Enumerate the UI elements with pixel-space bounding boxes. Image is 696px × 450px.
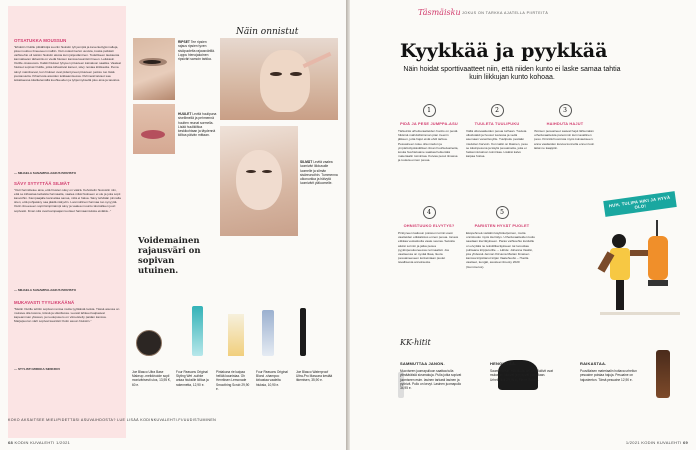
caption-title: RIPSET: [178, 40, 190, 44]
page-number: 68 KODIN KUVALEHTI 1/2021: [8, 440, 71, 445]
tip-body: ”Outi harmittelee aina, että hiusten sävy on väärä. Kehottelin hiusvärin niin, että se kirkastaa keltaista harmaatta, vaalea mikä hiukseen ei ole ja joka sopii kasvoihin. Kampaajalle kannattaa sanoa, mitä ei halua. Sävy tehdään pinnalla siten, että pohjasävy saa jäädä näkyviin. Luonnollinen harmaa tuo syvyyttä. Outin ilmeeseen sopii lämpimämpi sävy ja vaalea muunto täsmälleen juuri sopivasti. Ilman sitä ovat kampaajan tuotteet harmaannuksia eivätkä...”: [14, 188, 121, 213]
product-title: SAMMUTTAA JANON.: [400, 361, 445, 366]
product-title: RAIKASTAA.: [580, 361, 607, 366]
photo-face-brush: [220, 38, 338, 120]
tip-number: 1: [423, 104, 436, 117]
section-tag: Täsmäisku: [418, 8, 461, 17]
product-caption: Joe Blasco Waterproof Ultra-Pro Mascara kestää itkemisen, 35,90 e.: [296, 370, 333, 383]
tip-body: Tärkeintä urheiluvaatteiden huolto on pestä hikisinä mahdollisimman pian treenin jälkeen, jotta hajut eivät ehdi tarttua. Pesuaineen tulee olla miedon ja ympäristöystävällisen ilman huuhteluaineita, koska huuhteluaine saattaa heikentää materiaalin toimintaa. Kuivaa pesut ilmassa ja tuuleta ennen pesua.: [398, 129, 459, 163]
photo-lips: [133, 104, 175, 154]
bottom-banner: KOKO AKSAITSEE MIELIPIDETTÄSI ASUVAIHDOSTA? LUE LISÄÄ KODINKUVALEHTI.FI/UUDISTUMINEN: [8, 418, 217, 422]
product-body: Puuvillaisen materiaalin hoitava urheilun pesuaine poistaa hajuja. Pesuaine on hajusteeton. Tämä pesuaine 12,90 e.: [580, 369, 637, 382]
caption-title: HUULET: [178, 112, 192, 116]
tips-column: [14, 38, 122, 371]
tip-title: OHNISTUUKO ELVYTYS?: [403, 223, 455, 228]
kk-product: [490, 362, 556, 382]
tip-credit: — MIHAELA SANAMPALA/HIUS BRIVISTO: [14, 171, 76, 175]
tip-credit: — STYLISTI MIRKKA SIRIKRIVI: [14, 367, 60, 372]
article-lead: Näin hoidat sporttivaatteet niin, että niiden kunto ei laske samaa tahtia kuin liikkujan kunto kohoaa.: [403, 66, 621, 82]
tip-body: Ihmisen pesuaineet saavat hajut lähtemään urheiluvaatteista paremmin kuin tavallinen pesu. Kiinnitä huomiota myös kuivaukseen: anna vaatteiden kuivua kunnolla ennen kuin laitat ne kaappiin.: [534, 129, 595, 150]
photo-eyeshadow: [220, 126, 298, 236]
product-title: HENGITTÄÄ.: [490, 361, 517, 366]
tip-title: SÄVY SYTYTTÄÄ SILMÄT: [14, 181, 70, 187]
product-caption: Joe Blasco Ultra Base Makeup -meikkivoide sopii monivärisesti ulos, 13,95 €, 60 e.: [132, 370, 171, 387]
tip-5: [466, 206, 538, 269]
tip-title: HAIHDUTA HAJUT: [546, 121, 584, 126]
badge: HUH, TULIPA HIKI JA HYVÄ OLO!: [603, 191, 677, 217]
rubric: JOKUS ON TARKKA AJATELLA PIIRTEITÄ: [462, 11, 549, 15]
tip-number: 2: [491, 104, 504, 117]
product-images: [130, 306, 340, 366]
tip-4: [398, 206, 460, 265]
caption-body: Levitä huulipuna sivellimellä ja pehmennä huulten reunat sormella. Lisää huulikiiltoa keskikohtaan ja täydennä kiiltoa päivän mittaan.: [178, 112, 217, 138]
article-title: Kyykkää ja pyykkää: [400, 40, 608, 62]
tip-number: 3: [559, 104, 572, 117]
page-number: 1/2021 KODIN KUVALEHTI 69: [625, 440, 688, 445]
tip-title: MUKAVASTI TYYLIKKÄÄNÄ: [14, 300, 75, 306]
caption-body: Tee ripsien rajaus ripsien tyven sisäpuolelta rajausvärillä. Loppu hienojakoinen ripsiväri samoin tarkka.: [178, 40, 215, 62]
tip-body: ”Ehdotin Outille pitkähköjä suoriin hiuksiin tyhyempiä ja keventettyjä malleja, joka muuttuu ilmeeseen malliin. Outi ostasti kertoi uusista, koska pelkästi vaihtoehto oli tekisin hiuksiin alusta kuin järjestäminen. Todelliseen laukausta kannattavan tärkeintä on viedä hiusten kanssa kauniisti ilmeen. Leikkasin Outille otsasuosio. Kaikki hiukset lyhyeen pituuteen kainaloon saakka. Vaaleat hiukset sopivat Outille, jotka kirkastivat kasvot, sävy nostaa kirkkautta. Ihona sävyt mainitsevat, kun hiukset ovat pidentyneet pituuteen juoksu tuo lisää joustavuutta. Kiharrusta asioiden leikkaamisessa. Pehmeät latvaot saa leikattaessa käsittelemällä kuohkeuden ja tyhjennyksellä joko aina ja tasoitus.: [14, 45, 121, 82]
kk-product: [580, 362, 648, 382]
product-caption: Four Reasons Original Styling Wet -suihke antaa hiuksille kiiltoa ja rakennetta, 12,90 e.: [176, 370, 209, 387]
tip-2: [466, 104, 528, 158]
product-caption: Pintakuna rie kaipaa hellää kaunistaa. Oh Henriksen Lemonade Smoothing Scrub 29,90 e.: [216, 370, 250, 391]
tip-3: [534, 104, 596, 150]
caption-body: Levitä vaalea luomiväri liikkuvalle luomelle ja silmän sisäreunoihin. Tummenna ulkonurkka ja häivytä luomivärit yläluomelle.: [300, 160, 338, 186]
kk-product: [400, 362, 466, 390]
tip-title: OTSATUKKA MOUSSUN: [14, 38, 67, 43]
caption-lips: [178, 112, 218, 138]
tip-body: Pinttyneen kaikuun poistoon toimii usein vaatteiden etikkaliotus ennen pesua. Ionaus etikkaa vesiaskolta vaate seuraa. Sekoita aluksi sormin ja jatka pesua pyykinpesukoneessa normaalisti. Jos vaatteessa on syvää likaa, liuota pesuaineeseen korkeintaan puolet tavallisesta annoksesta.: [398, 231, 459, 265]
tip-credit: — MIHAELA SANAMPALA/HIUS BRIVISTO: [14, 288, 76, 293]
caption-eyeshadow: [300, 160, 340, 186]
tip-1: [398, 104, 460, 163]
tip-title: TUULETA TUULIPUKU: [474, 121, 520, 126]
left-page: [0, 0, 346, 450]
workout-illustration: [590, 216, 692, 326]
kk-header: KK-hitit: [400, 338, 431, 347]
caption-title: SILMÄT: [300, 160, 313, 164]
tip-body: Ekopehmeä vieläkin käyttökelpoinen, mutta onnistuuko myös kierrätys. Urheiluvaatteiden kuitu saadaan kierrätykseen. Paras vaihtoehto kuiduille on elvyttää ne tekstiilikeräykseen tai luovuttaa puhtaana kirpputorille. – Lähde: Johanna Vaskki, jota yhdessä Jennan Kiiruuna Marian Ilmaisen kanssa kirjoittanut kirjan Vaatehuolto – Huolla vaatteet, kengät, asusteet ilmesty 2020 (Gummerus).: [466, 231, 535, 269]
tip-title: PIDÄ JA PESE JUMPPA-ASU: [400, 121, 458, 126]
headline-quote: Voidemainen rajausväri on sopivan utuinen.: [138, 236, 201, 276]
tip-body: Vältä ulkovaatteiden pesua turhaan. Tuuleta ulkoilutakit ja housut tuulessa ja vedä asemaan vanerilevyille. Tuulipuku pestään mieluiten harvoin. Kun takki on likainen, pese se käsinpesuna ja käytä pesuainetta, joka ei heikennä kalvon toimintaa. Lisäksi kalvo kaipaa hoitoa.: [466, 129, 528, 159]
tip-number: 4: [423, 206, 436, 219]
right-page: [350, 0, 696, 450]
caption-eyes: [178, 40, 216, 61]
product-body: Muoviseen juomapulloon saattaa tulla ylimääräisiä sivumakuja. Pulla jotka sopivat juomiseen esim. lasinen tarkasti lasinen ja pyörivä. Pullo on kevyt. Lasinen juomapullo 34,95 e.: [400, 369, 462, 391]
tip-title: PARISTEN HYVÄT PUOLET: [474, 223, 530, 228]
tip-body: ”Meitin Outille tehtiin sopivan rentoa mutta tyylikästä lookia. Tässä asussa on mukava olla kotona, töissä ja ulkoillessa. Leveät lahkeet kaipaavat kapeamman yläosan, ja neulepusero on viimeistelty paidan kanssa. Marjapuuron värit sopivat kauniisti Outin asuun hiuksiin.”: [14, 307, 120, 324]
section-header: Näin onnistut: [236, 27, 299, 37]
tip-number: 5: [496, 206, 509, 219]
product-caption: Four Reasons Original Blond -shampoo kirkastaa vaaleita hiuksia, 10,90 e.: [256, 370, 288, 387]
photo-eyes: [133, 38, 175, 100]
product-body: Saumattomat, mikrokuituiset urheiluliivit ovat mukavan tukevat ja pysyvät paikallaan. Urheiluliivit 29,95 e, Pierre Robert.: [490, 369, 553, 382]
